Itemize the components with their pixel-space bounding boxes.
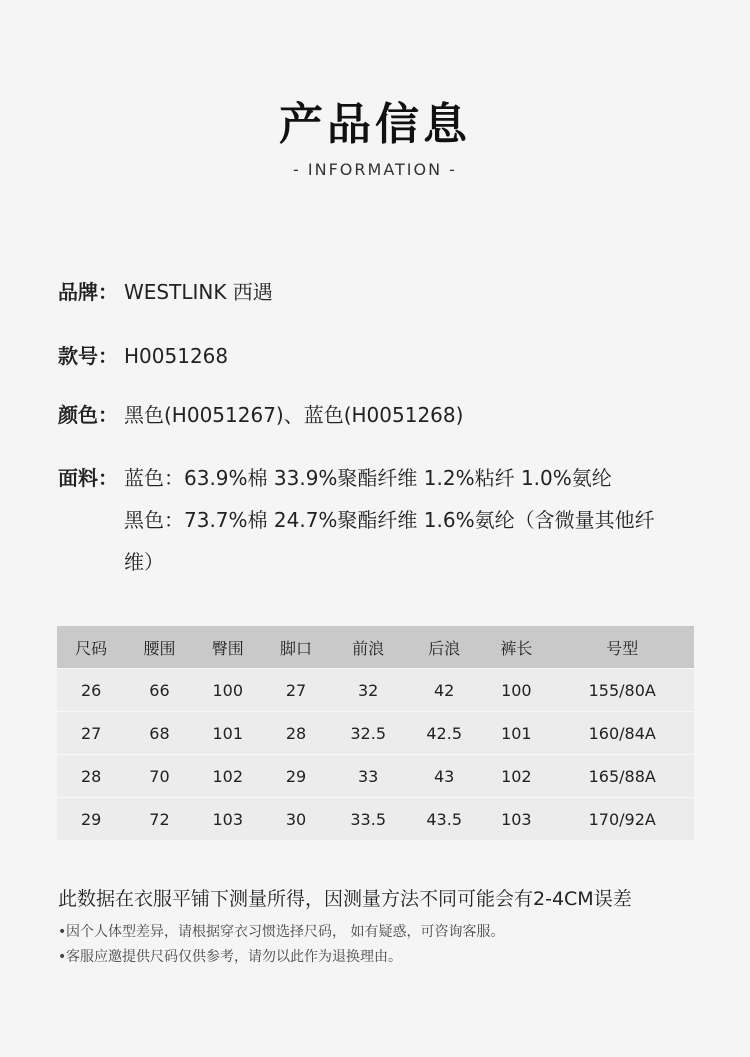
table-cell: 29 bbox=[262, 755, 330, 798]
table-row bbox=[57, 755, 694, 798]
fabric-line-blue: 蓝色：63.9%棉 33.9%聚酯纤维 1.2%粘纤 1.0%氨纶 bbox=[124, 466, 612, 490]
table-cell: 101 bbox=[482, 712, 550, 755]
table-cell: 155/80A bbox=[550, 669, 694, 712]
model-value: H0051268 bbox=[124, 344, 229, 368]
size-table-header bbox=[57, 626, 694, 669]
table-cell: 28 bbox=[57, 755, 125, 798]
fabric-line-black: 黑色：73.7%棉 24.7%聚酯纤维 1.6%氨纶（含微量其他纤 bbox=[124, 508, 655, 532]
table-cell: 26 bbox=[57, 669, 125, 712]
table-cell: 43.5 bbox=[406, 798, 482, 841]
table-row bbox=[57, 712, 694, 755]
page-title: 产品信息 bbox=[279, 99, 471, 150]
bullet-icon: • bbox=[58, 924, 67, 940]
header-length: 裤长 bbox=[482, 626, 550, 669]
brand-value: WESTLINK 西遇 bbox=[124, 280, 273, 304]
table-cell: 27 bbox=[57, 712, 125, 755]
table-cell: 42 bbox=[406, 669, 482, 712]
table-cell: 66 bbox=[125, 669, 193, 712]
header-fit-code: 号型 bbox=[550, 626, 694, 669]
note-bullet-1-text: 因个人体型差异，请根据穿衣习惯选择尺码， 如有疑惑，可咨询客服。 bbox=[66, 924, 505, 940]
table-cell: 101 bbox=[194, 712, 262, 755]
table-cell: 102 bbox=[194, 755, 262, 798]
color-label: 颜色： bbox=[58, 403, 118, 427]
fabric-composition bbox=[124, 457, 655, 583]
fabric-label: 面料： bbox=[58, 466, 118, 490]
header-hip: 臀围 bbox=[194, 626, 262, 669]
header-back-rise: 后浪 bbox=[406, 626, 482, 669]
table-cell: 72 bbox=[125, 798, 193, 841]
header-hem: 脚口 bbox=[262, 626, 330, 669]
header-size: 尺码 bbox=[57, 626, 125, 669]
note-bullet-2-text: 客服应邀提供尺码仅供参考，请勿以此作为退换理由。 bbox=[66, 949, 402, 965]
table-cell: 33 bbox=[330, 755, 406, 798]
table-cell: 165/88A bbox=[550, 755, 694, 798]
table-cell: 43 bbox=[406, 755, 482, 798]
page-subtitle: - INFORMATION - bbox=[293, 160, 457, 179]
size-table bbox=[57, 626, 694, 840]
table-cell: 100 bbox=[194, 669, 262, 712]
table-cell: 28 bbox=[262, 712, 330, 755]
table-cell: 103 bbox=[482, 798, 550, 841]
model-label: 款号： bbox=[58, 344, 118, 368]
note-bullet-2 bbox=[58, 946, 402, 966]
table-cell: 42.5 bbox=[406, 712, 482, 755]
table-cell: 70 bbox=[125, 755, 193, 798]
brand-label: 品牌： bbox=[58, 280, 118, 304]
measurement-note: 此数据在衣服平铺下测量所得，因测量方法不同可能会有2-4CM误差 bbox=[58, 888, 632, 910]
header-front-rise: 前浪 bbox=[330, 626, 406, 669]
table-cell: 160/84A bbox=[550, 712, 694, 755]
model-row bbox=[58, 342, 228, 370]
table-cell: 32.5 bbox=[330, 712, 406, 755]
note-bullet-1 bbox=[58, 921, 504, 941]
table-cell: 68 bbox=[125, 712, 193, 755]
table-cell: 100 bbox=[482, 669, 550, 712]
table-cell: 33.5 bbox=[330, 798, 406, 841]
table-cell: 29 bbox=[57, 798, 125, 841]
bullet-icon: • bbox=[58, 949, 67, 965]
fabric-row bbox=[58, 457, 655, 583]
table-cell: 27 bbox=[262, 669, 330, 712]
table-cell: 170/92A bbox=[550, 798, 694, 841]
table-cell: 32 bbox=[330, 669, 406, 712]
color-value: 黑色(H0051267)、蓝色(H0051268) bbox=[124, 403, 464, 427]
table-row bbox=[57, 669, 694, 712]
table-cell: 30 bbox=[262, 798, 330, 841]
brand-row bbox=[58, 278, 273, 306]
header-waist: 腰围 bbox=[125, 626, 193, 669]
table-row bbox=[57, 798, 694, 841]
table-cell: 103 bbox=[194, 798, 262, 841]
fabric-line-black-cont: 维） bbox=[124, 550, 164, 574]
color-row bbox=[58, 401, 463, 429]
table-cell: 102 bbox=[482, 755, 550, 798]
